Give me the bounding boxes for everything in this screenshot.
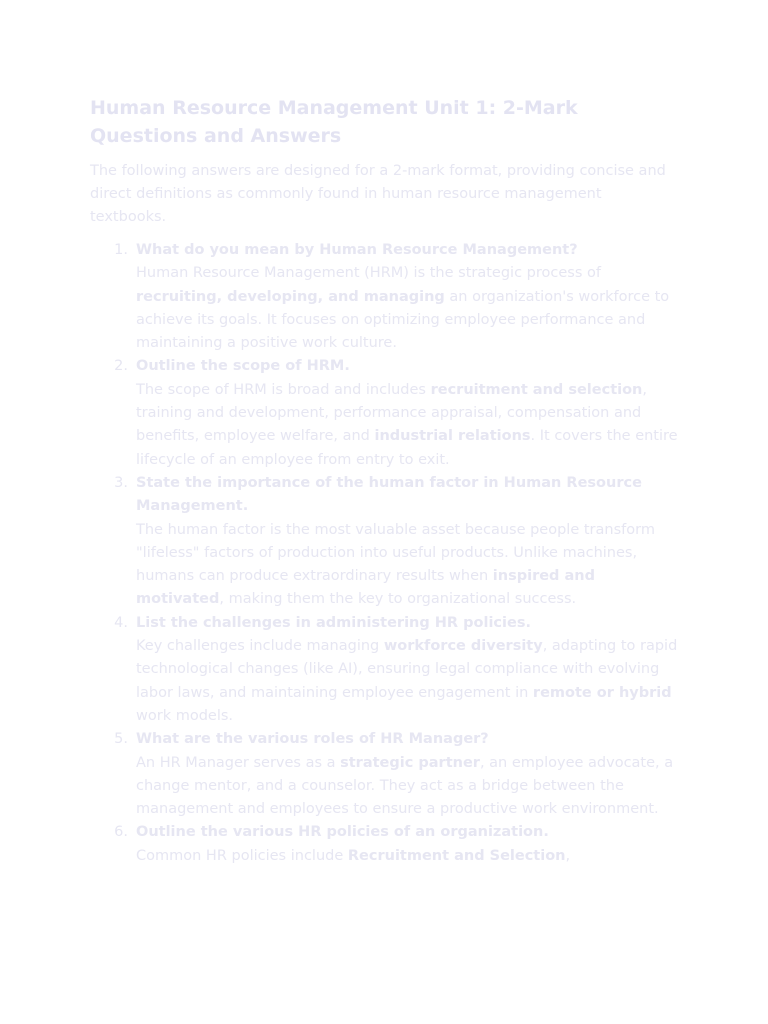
answer-segment: An HR Manager serves as a [136,754,341,771]
answer-emphasis: workforce diversity [383,638,543,655]
answer-emphasis: remote or hybrid [532,684,672,701]
answer-segment: , making them the key to organizational success. [219,591,577,608]
document-content [90,94,682,868]
list-item [90,355,682,471]
item-number: 5. [114,731,128,748]
answer-text [136,752,682,822]
answer-segment: Common HR policies include [136,847,348,864]
answer-text [136,379,682,472]
question-list [90,239,682,868]
list-item [90,821,682,868]
answer-segment: The scope of HRM is broad and includes [136,381,431,398]
question-text: Outline the scope of HRM. [136,358,350,375]
answer-segment: , [565,847,571,864]
question-text: Outline the various HR policies of an organization. [136,824,549,841]
question-text: State the importance of the human factor in Human Resource Management. [136,474,642,515]
answer-segment: , an employee advocate, a change mentor, and a counselor. They act as a bridge between the management and employees to ensure a productive work environment. [136,754,674,818]
answer-segment: , adapting to rapid technological changes (like AI), ensuring legal compliance with evolving labor laws, and maintaining employee engagement in [136,638,678,701]
answer-text [136,519,682,612]
answer-segment: work models. [136,707,234,724]
answer-segment: . It covers the entire lifecycle of an employee from entry to exit. [136,428,678,468]
answer-emphasis: Recruitment and Selection [347,847,566,864]
list-item [90,239,682,355]
list-item [90,612,682,728]
intro-paragraph: The following answers are designed for a 2-mark format, providing concise and direct definitions as commonly found in human resource management textbooks. [90,163,666,225]
item-number: 1. [114,242,128,258]
item-number: 2. [114,358,128,375]
item-number: 3. [114,474,128,491]
answer-text [136,262,682,355]
item-number: 6. [114,824,128,841]
answer-emphasis: recruiting, developing, and managing [136,288,445,305]
document-title: Human Resource Management Unit 1: 2-Mark Questions and Answers [90,97,578,147]
question-text: What are the various roles of HR Manager? [136,731,489,748]
list-item [90,472,682,612]
answer-segment: , training and development, performance appraisal, compensation and benefits, employee welfare, and [136,381,647,445]
answer-segment: an organization's workforce to achieve its goals. It focuses on optimizing employee performance and maintaining a positive work culture. [136,288,670,352]
answer-segment: Human Resource Management (HRM) is the strategic process of [136,265,601,282]
answer-emphasis: inspired and motivated [136,568,595,608]
item-number: 4. [114,614,128,631]
answer-emphasis: recruitment and selection [430,381,643,398]
answer-emphasis: industrial relations [374,428,531,445]
answer-text [136,635,682,728]
answer-segment: Key challenges include managing [136,638,384,655]
answer-segment: The human factor is the most valuable asset because people transform "lifeless" factors of production into useful products. Unlike machines, humans can produce extraordinary results when [136,521,655,585]
answer-emphasis: strategic partner [340,754,480,771]
question-text: List the challenges in administering HR policies. [136,614,531,631]
answer-text [136,845,682,868]
list-item [90,728,682,821]
question-text: What do you mean by Human Resource Management? [136,242,578,258]
